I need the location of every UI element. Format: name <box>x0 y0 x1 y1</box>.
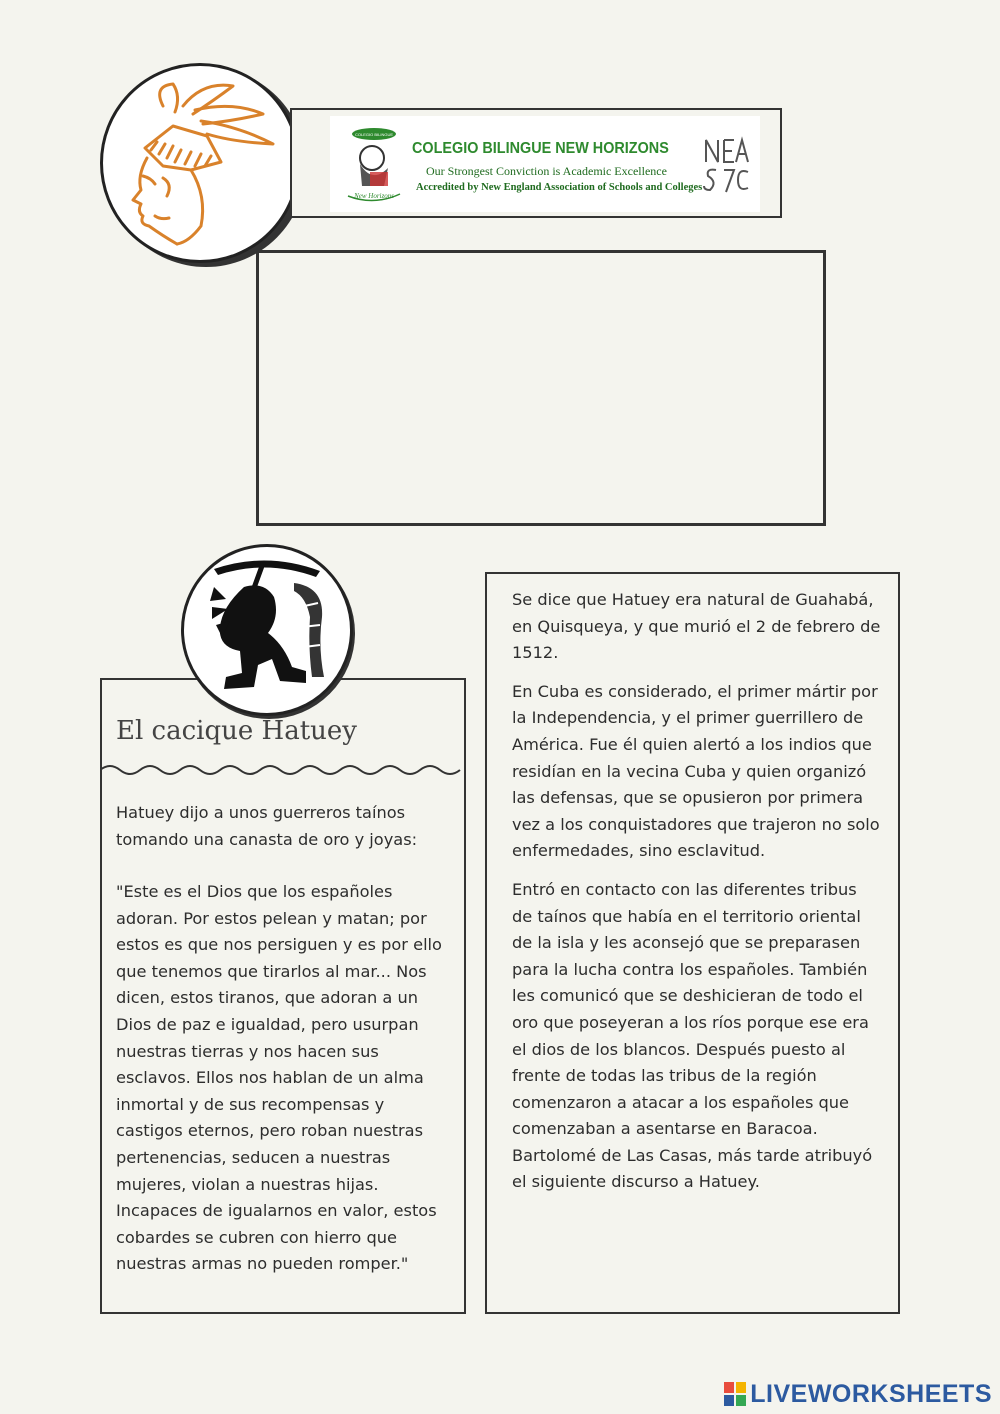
hatuey-quote: "Este es el Dios que los españoles adoran. Por estos pelean y matan; por estos es que nos persiguen y es por ello que tenemos que tirarlos al mar... Nos dicen, estos tiranos, que adoran a un Dios de paz e igualdad, pero usurpan nuestras tierras y nos hacen sus esclavos. Ellos nos hablan de un alma inmortal y de sus recompensas y castigos eternos, pero roban nuestras pertenencias, seducen a nuestras mujeres, violan a nuestras hijas. Incapaces de igualarnos en valor, estos cobardes se cubren con hierro que nuestras armas no pueden romper." <box>116 882 442 1274</box>
quote-intro: Hatuey dijo a unos guerreros taínos tomando una canasta de oro y joyas: <box>116 803 418 849</box>
card-title: El cacique Hatuey <box>116 716 357 746</box>
neasc-logo-icon <box>702 136 752 196</box>
liveworksheets-brand[interactable] <box>724 1380 992 1408</box>
school-logo <box>330 116 760 212</box>
answer-box[interactable] <box>256 250 826 526</box>
school-accreditation: Accredited by New England Association of Schools and Colleges <box>416 182 703 193</box>
bio-text <box>512 587 882 1208</box>
bio-paragraph: Se dice que Hatuey era natural de Guahabá, en Quisqueya, y que murió el 2 de febrero de 1512. <box>512 590 881 663</box>
taino-head-medallion <box>100 63 300 263</box>
taino-warrior-icon <box>184 547 350 713</box>
liveworksheets-logo-icon <box>724 1382 746 1406</box>
crest-top-text: COLEGIO BILINGUE <box>354 132 394 137</box>
school-logo-banner <box>290 108 782 218</box>
bio-paragraph: Entró en contacto con las diferentes tribus de taínos que había en el territorio oriental de la isla y les aconsejó que se preparasen para la lucha contra los españoles. También les comunicó que se deshicieran de todo el oro que poseyeran a los ríos porque ese era el dios de los blancos. Después puesto al frente de todas las tribus de la región comenzaron a atacar a los españoles que comenzaban a asentarse en Baracoa. Bartolomé de Las Casas, más tarde atribuyó el siguiente discurso a Hatuey. <box>512 879 873 1192</box>
taino-head-icon <box>103 66 297 260</box>
bio-paragraph: En Cuba es considerado, el primer mártir por la Independencia, y el primer guerrillero de América. Fue él quien alertó a los indios que residían en la vecina Cuba y quien organizó las defensas, que se opusieron por primera vez a los conquistadores que trajeron no solo enfermedades, sino esclavitud. <box>512 681 880 861</box>
brand-name: LIVEWORKSHEETS <box>750 1379 992 1408</box>
wave-divider <box>100 760 466 780</box>
school-crest-icon <box>340 124 408 204</box>
school-name: COLEGIO BILINGUE NEW HORIZONS <box>412 140 669 157</box>
crest-bottom-text: New Horizons <box>354 192 394 200</box>
taino-warrior-medallion <box>181 544 353 716</box>
school-motto: Our Strongest Conviction is Academic Excellence <box>426 164 667 178</box>
